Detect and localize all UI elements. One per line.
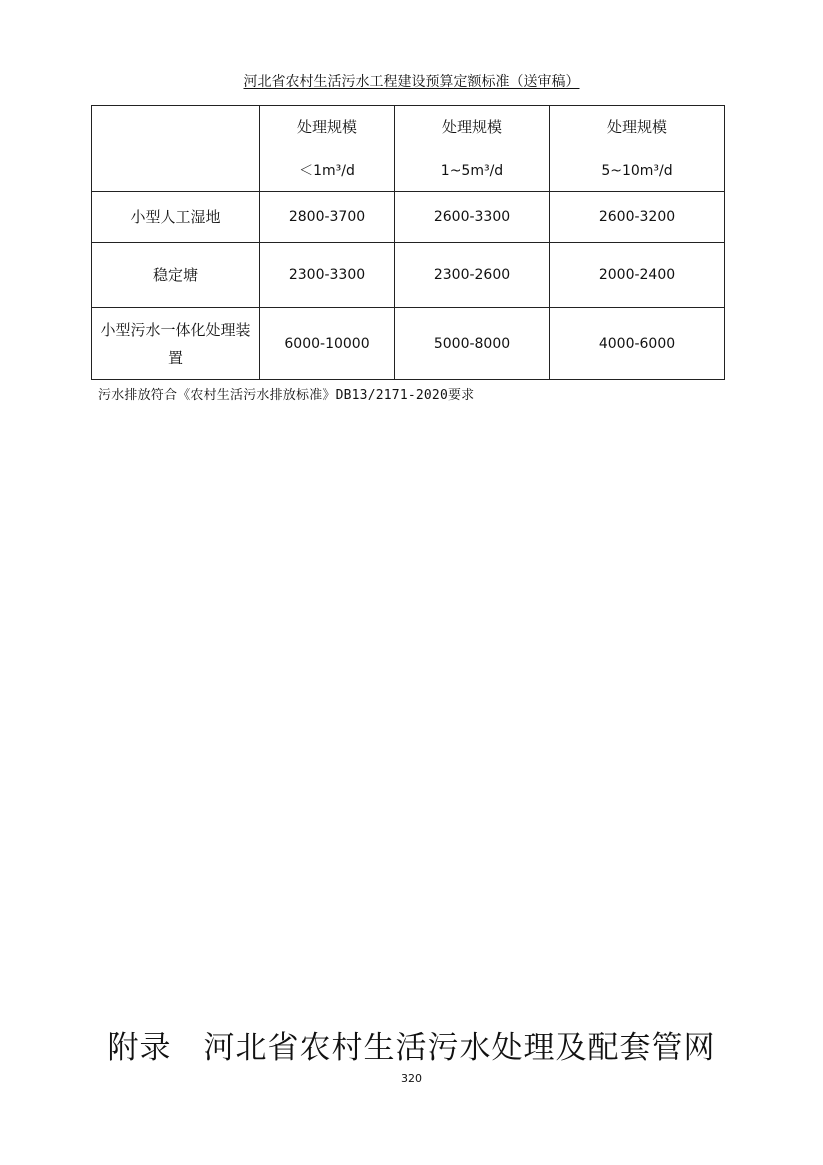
table-cell: 2000-2400	[550, 243, 725, 308]
table-cell: 5000-8000	[395, 308, 550, 380]
column-header	[395, 106, 550, 192]
table-cell: 4000-6000	[550, 308, 725, 380]
page-number: 320	[401, 1072, 422, 1085]
row-label: 小型人工湿地	[92, 192, 260, 243]
table-row	[92, 192, 725, 243]
discharge-standard-note: 污水排放符合《农村生活污水排放标准》DB13/2171-2020要求	[98, 388, 475, 403]
column-header-range: ＜1m³/d	[299, 162, 355, 179]
column-header	[260, 106, 395, 192]
document-header	[0, 71, 823, 93]
row-label: 稳定塘	[92, 243, 260, 308]
table-cell: 2300-2600	[395, 243, 550, 308]
table-cell: 2600-3200	[550, 192, 725, 243]
table-row	[92, 308, 725, 380]
column-header-title: 处理规模	[441, 117, 502, 136]
column-header-title: 处理规模	[606, 117, 667, 136]
table-row	[92, 243, 725, 308]
column-header-range: 1~5m³/d	[440, 162, 504, 179]
column-header-range: 5~10m³/d	[601, 162, 673, 179]
document-title: 河北省农村生活污水工程建设预算定额标准（送审稿）	[243, 74, 580, 90]
table-header-row	[92, 106, 725, 192]
table-cell: 2600-3300	[395, 192, 550, 243]
appendix-title: 附录 河北省农村生活污水处理及配套管网	[107, 1030, 716, 1066]
table-corner-cell	[92, 106, 260, 192]
column-header	[550, 106, 725, 192]
table-cell: 2300-3300	[260, 243, 395, 308]
row-label: 小型污水一体化处理装置	[92, 308, 260, 380]
column-header-title: 处理规模	[296, 117, 357, 136]
table-cell: 2800-3700	[260, 192, 395, 243]
table-cell: 6000-10000	[260, 308, 395, 380]
quota-table	[91, 105, 725, 380]
